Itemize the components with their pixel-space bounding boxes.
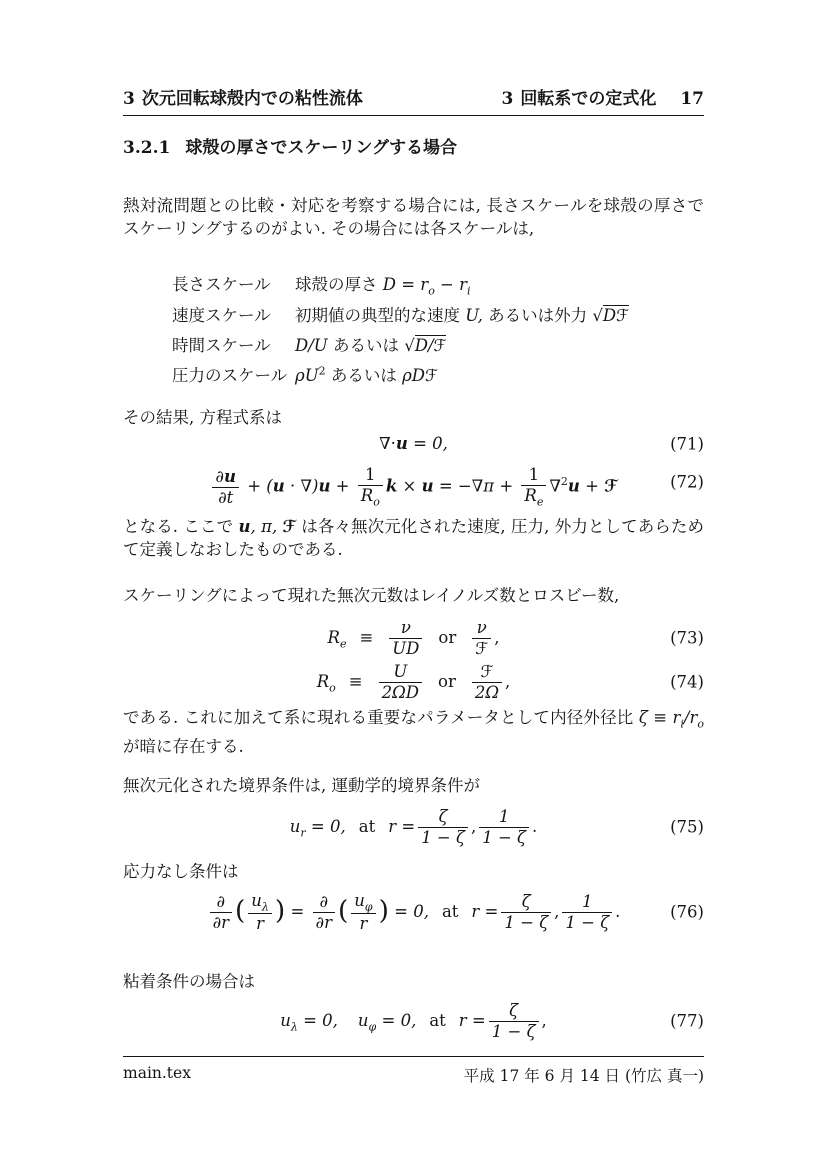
footer-filename: main.tex: [123, 1064, 191, 1082]
symbol-uphi: u: [357, 1011, 369, 1030]
square-root: [592, 306, 629, 325]
symbol-Ro: R: [316, 672, 330, 691]
math-run: =: [285, 902, 310, 921]
numerator: ζ: [438, 807, 448, 827]
scale-row-time: [123, 332, 704, 357]
vector-u: u: [567, 476, 580, 496]
section-chapter-number: 3: [501, 89, 514, 109]
denominator: UD: [389, 638, 422, 659]
scale-desc: [295, 302, 629, 327]
denominator: ℱ: [472, 638, 491, 659]
equation-77: [123, 1000, 704, 1042]
subscript: r: [300, 826, 306, 840]
fraction: [472, 618, 491, 659]
fraction: [489, 1001, 539, 1042]
denominator: ∂t: [212, 487, 239, 508]
equation-body: [123, 434, 704, 453]
fraction: [501, 892, 551, 933]
text-run: 球殻の厚さ: [295, 275, 383, 294]
equiv-sign: ≡: [348, 672, 363, 691]
scale-row-pressure: [123, 362, 704, 387]
symbol-ur: u: [289, 817, 301, 836]
running-head-right-title: 回転系での定式化: [520, 89, 657, 109]
nabla: ∇: [549, 476, 561, 496]
denominator: 1 − ζ: [562, 912, 612, 933]
math-run: R: [360, 486, 374, 506]
math-run: ρU: [295, 366, 319, 386]
equation-body: [123, 660, 704, 710]
math-run: = 0,: [305, 817, 346, 836]
at-text: at: [358, 817, 376, 836]
text-run: あるいは: [325, 366, 403, 386]
scale-row-length: [123, 271, 704, 297]
equation-number: (72): [670, 472, 704, 492]
numerator: [212, 467, 239, 487]
math-run: r =: [471, 902, 499, 921]
numerator: U: [393, 662, 408, 682]
left-paren: (: [337, 895, 349, 927]
numerator: 1: [528, 465, 540, 485]
fraction: [212, 467, 239, 508]
equation-body: [123, 616, 704, 666]
math-run: +: [330, 476, 355, 496]
punctuation: ,: [541, 1011, 547, 1030]
fraction: [472, 662, 502, 703]
vector-k: k: [385, 476, 398, 496]
denominator: 2ΩD: [379, 682, 422, 703]
punctuation: .: [531, 817, 538, 836]
script-F: ℱ: [282, 517, 296, 536]
math-run: = −∇π +: [433, 476, 519, 496]
punctuation: ,: [470, 817, 477, 836]
left-paren: (: [234, 895, 246, 927]
fraction: [562, 892, 612, 933]
running-head-right: [501, 84, 704, 109]
right-paren: ): [378, 895, 389, 927]
numerator: 1: [498, 807, 510, 827]
equation-73: [123, 616, 704, 660]
equation-72: [123, 458, 704, 509]
scale-desc: [295, 362, 438, 386]
math-run: U,: [465, 306, 483, 326]
math-run: = 0,: [407, 434, 448, 453]
denominator: ∂r: [313, 912, 335, 933]
math-run: = 0,: [376, 1011, 417, 1030]
vector-u: u: [318, 476, 331, 496]
numerator: ν: [400, 618, 411, 638]
equation-number: (73): [670, 628, 704, 648]
at-text: at: [429, 1011, 446, 1030]
subscript: o: [373, 495, 380, 509]
paragraph-scaling-intro: 熱対流問題との比較・対応を考察する場合には, 長さスケールを球殻の厚さでスケーリングするのがよい. その場合には各スケールは,: [123, 196, 704, 238]
math-run: +: [579, 476, 605, 496]
text-run: あるいは: [327, 336, 405, 356]
punctuation: ,: [505, 672, 511, 691]
denominator: ∂r: [210, 912, 232, 933]
numerator: [248, 891, 272, 913]
subscript: λ: [261, 900, 269, 914]
text-run: は各々無次元化された速度, 圧力, 外力としてあらためて定義しなおしたものである.: [123, 517, 704, 559]
fraction: [210, 892, 232, 933]
scale-desc: [295, 271, 471, 297]
numerator: ℱ: [480, 662, 494, 682]
equation-number: (75): [670, 817, 704, 837]
equation-number: (74): [670, 672, 704, 692]
math-run: u: [251, 890, 262, 910]
paragraph-dimensionless-numbers: スケーリングによって現れた無次元数はレイノルズ数とロスビー数,: [123, 586, 620, 605]
denominator: [358, 485, 383, 508]
right-paren: ): [274, 895, 286, 927]
text-run: 初期値の典型的な速度: [295, 306, 466, 326]
math-run: r =: [458, 1011, 486, 1030]
denominator: r: [248, 913, 272, 934]
script-F: ℱ: [604, 476, 618, 496]
scale-label: 時間スケール: [172, 336, 271, 356]
running-head-left-title: 次元回転球殻内での粘性流体: [141, 89, 363, 109]
equiv-sign: ≡: [359, 628, 374, 647]
equation-body: [123, 458, 704, 511]
section-number: 3.2.1: [123, 138, 171, 158]
denominator: [521, 485, 546, 508]
subscript: φ: [368, 1020, 377, 1034]
subscript: o: [428, 284, 435, 298]
square-root: [404, 336, 446, 355]
nabla-dot: ∇·: [379, 434, 396, 453]
fraction: [521, 465, 546, 508]
partial: ∂: [215, 466, 224, 486]
equation-body: [123, 886, 704, 938]
or-text: or: [438, 672, 456, 691]
numerator: ζ: [521, 892, 531, 912]
math-run: , π,: [250, 517, 283, 536]
math-run: + (: [241, 476, 273, 496]
numerator: 1: [365, 465, 376, 485]
running-head-left: [123, 84, 363, 109]
text-run: となる. ここで: [123, 517, 239, 536]
punctuation: ,: [494, 628, 500, 647]
subscript: o: [697, 717, 704, 731]
numerator: 1: [582, 892, 593, 912]
denominator: 1 − ζ: [418, 827, 468, 848]
scale-desc: [295, 332, 446, 357]
math-run: = 0,: [388, 902, 429, 921]
section-heading: [123, 133, 704, 158]
scale-label: 速度スケール: [172, 306, 271, 326]
denominator: 1 − ζ: [479, 827, 529, 848]
scale-row-velocity: [123, 302, 704, 327]
equation-76: [123, 886, 704, 938]
subscript: e: [536, 495, 544, 509]
subscript: φ: [364, 900, 373, 914]
equation-body: [123, 806, 704, 854]
paragraph-stress-free: 応力なし条件は: [123, 862, 239, 881]
equation-number: (71): [670, 434, 704, 453]
text-run: あるいは外力: [482, 306, 593, 326]
numerator: ν: [476, 618, 487, 638]
radical-sign: √: [592, 306, 603, 326]
paragraph-boundary-conditions: 無次元化された境界条件は, 運動学的境界条件が: [123, 776, 480, 795]
footer-date: 平成 17 年 6 月 14 日 (竹広 真一): [463, 1067, 704, 1085]
or-text: or: [438, 628, 457, 647]
math-run: D = r: [382, 275, 429, 294]
running-head: [123, 84, 704, 116]
vector-u: u: [223, 466, 236, 486]
math-run: − r: [434, 275, 468, 294]
punctuation: ,: [554, 902, 560, 921]
vector-u: u: [238, 517, 251, 536]
page-footer: [123, 1064, 704, 1086]
math-run: R: [524, 486, 537, 506]
math-run: /r: [683, 708, 698, 727]
equation-number: (76): [670, 902, 704, 922]
math-run: · ∇): [284, 476, 319, 496]
text-run: が暗に存在する.: [123, 737, 244, 757]
page-number: 17: [680, 89, 704, 109]
denominator: 1 − ζ: [489, 1021, 539, 1042]
subscript: λ: [290, 1020, 298, 1034]
fraction: [418, 807, 468, 848]
radicand: Dℱ: [602, 306, 630, 326]
numerator: [351, 891, 375, 913]
subscript: i: [467, 284, 471, 298]
math-run: r =: [388, 817, 416, 836]
at-text: at: [441, 902, 459, 921]
denominator: 1 − ζ: [501, 912, 551, 933]
numerator: ∂: [216, 892, 226, 912]
symbol-Re: R: [327, 628, 340, 647]
punctuation: .: [615, 902, 621, 921]
equation-number: (77): [670, 1011, 704, 1031]
fraction: [389, 618, 422, 659]
radical-sign: √: [404, 336, 415, 356]
fraction: [358, 465, 383, 508]
paragraph-result-intro: その結果, 方程式系は: [123, 408, 282, 427]
math-run: = 0,: [297, 1011, 338, 1030]
scales-table: [123, 271, 704, 392]
superscript: 2: [318, 364, 326, 378]
math-run: ×: [397, 476, 422, 496]
chapter-number: 3: [123, 89, 135, 109]
symbol-ulambda: u: [280, 1011, 291, 1030]
vector-u: u: [421, 476, 434, 496]
denominator: r: [351, 913, 375, 934]
denominator: 2Ω: [472, 682, 502, 703]
fraction: [351, 891, 375, 934]
numerator: ∂: [319, 892, 329, 912]
fraction: [379, 662, 422, 703]
equation-74: [123, 660, 704, 704]
subscript: o: [329, 681, 336, 695]
math-run: D/U: [295, 336, 328, 356]
vector-u: u: [395, 434, 408, 453]
math-run: ζ ≡ r: [638, 708, 681, 727]
footer-rule: [123, 1056, 704, 1057]
paragraph-radius-ratio: [123, 706, 704, 758]
equation-body: [123, 1000, 704, 1048]
text-run: である. これに加えて系に現れる重要なパラメータとして内径外径比: [123, 708, 639, 727]
fraction: [313, 892, 335, 933]
radicand: D/ℱ: [414, 336, 447, 356]
subscript: i: [680, 717, 684, 731]
paragraph-no-slip: 粘着条件の場合は: [123, 972, 255, 991]
fraction: [479, 807, 529, 848]
section-title: 球殻の厚さでスケーリングする場合: [185, 138, 457, 158]
numerator: ζ: [509, 1001, 519, 1021]
math-run: ρDℱ: [402, 366, 439, 386]
vector-u: u: [272, 476, 285, 496]
superscript: 2: [560, 475, 568, 488]
subscript: e: [339, 637, 347, 651]
fraction: [248, 891, 272, 934]
equation-71: [123, 434, 704, 453]
scale-label: 圧力のスケール: [172, 366, 288, 386]
paragraph-definitions: [123, 515, 704, 561]
math-run: u: [354, 890, 365, 910]
equation-75: [123, 806, 704, 848]
scale-label: 長さスケール: [172, 275, 271, 294]
